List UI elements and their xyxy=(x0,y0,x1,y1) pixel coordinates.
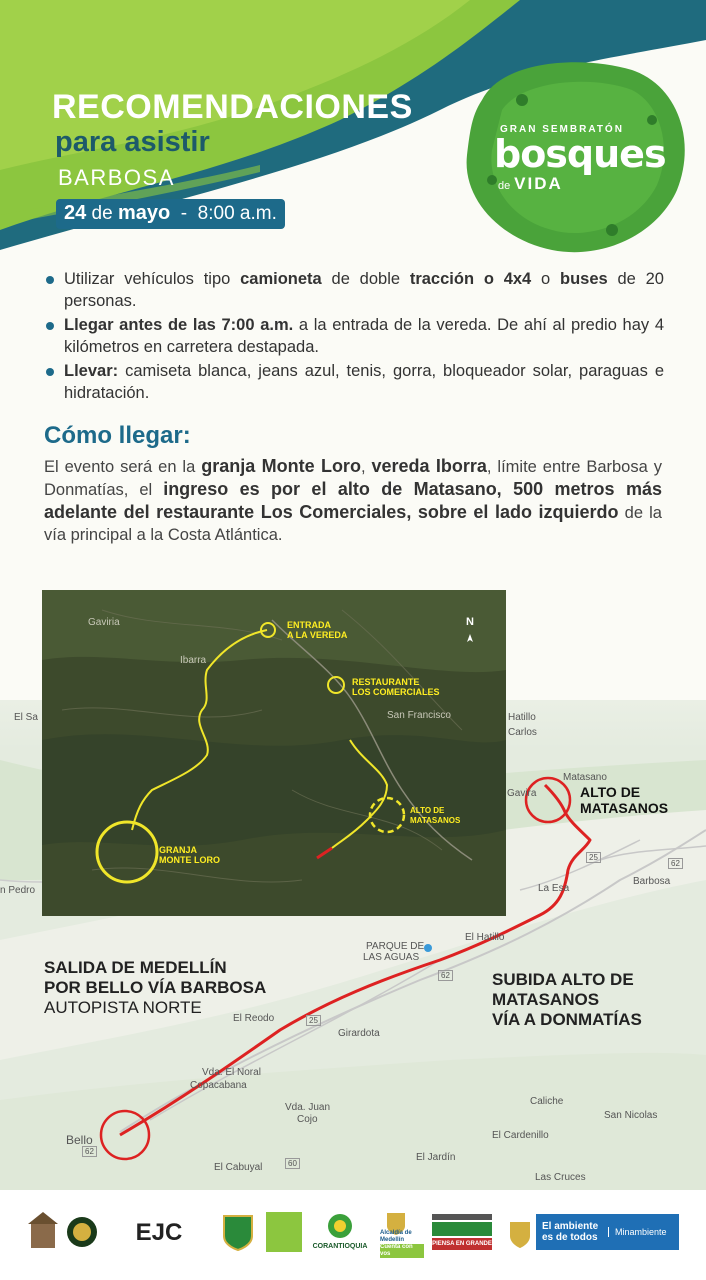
place-label: Matasano xyxy=(563,772,607,783)
logo-main-text: bosques xyxy=(494,132,666,176)
como-llegar-text: El evento será en la granja Monte Loro, vereda Iborra, límite entre Barbosa y Donmatías, el ingreso es por el alto de Matasano, 500 metros más adelante del restaurante Los Comerciales, sobre el lado izquierdo de la vía principal a la Costa Atlántica. xyxy=(44,456,662,544)
place-label: Hatillo xyxy=(508,712,536,723)
area-metropolitana-logo xyxy=(266,1212,302,1252)
entrada-vereda-label: ENTRADA A LA VEREDA xyxy=(287,620,348,640)
road-number: 62 xyxy=(438,970,453,981)
ejc-logo: EJC xyxy=(135,1219,183,1246)
place-label: El Jardín xyxy=(416,1152,456,1163)
policia-logo xyxy=(66,1214,98,1250)
piensa-en-grande: PIENSA EN GRANDE xyxy=(432,1238,492,1250)
subida-alto-label: SUBIDA ALTO DE MATASANOS VÍA A DONMATÍAS xyxy=(492,970,642,1029)
logo-de: de xyxy=(498,180,511,192)
recommendation-item: Utilizar vehículos tipo camioneta de doble tracción o 4x4 o buses de 20 personas. xyxy=(44,268,664,312)
recommendation-item: Llevar: camiseta blanca, jeans azul, tenis, gorra, bloqueador solar, paraguas e hidratación. xyxy=(44,360,664,404)
place-label: Copacabana xyxy=(190,1080,247,1091)
minambiente-logo: El ambiente es de todos Minambiente xyxy=(536,1214,679,1250)
place-label: PARQUE DE xyxy=(366,941,425,952)
corantioquia-icon xyxy=(320,1212,360,1240)
colombia-shield-icon xyxy=(508,1214,532,1250)
place-label: El Reodo xyxy=(233,1013,275,1024)
place-label: Girardota xyxy=(338,1028,380,1039)
como-llegar-title: Cómo llegar: xyxy=(44,422,191,449)
road-number: 25 xyxy=(586,852,601,863)
recommendation-item: Llegar antes de las 7:00 a.m. a la entrada de la vereda. De ahí al predio hay 4 kilómetros en carretera destapada. xyxy=(44,314,664,358)
place-name: BARBOSA xyxy=(58,165,175,190)
road-number: 62 xyxy=(668,858,683,869)
corporation-logo xyxy=(28,1212,58,1252)
date-de: de xyxy=(91,203,113,224)
alto-matasanos-label: ALTO DE MATASANOS xyxy=(580,784,669,816)
inset-alto-label: ALTO DE MATASANOS xyxy=(410,806,461,825)
medellin-text: Alcaldía de Medellín Cuenta con vos xyxy=(380,1236,424,1252)
place-label: El Hatillo xyxy=(465,932,505,943)
place-label: Barbosa xyxy=(633,876,671,887)
inset-place-label: San Francisco xyxy=(387,710,451,721)
place-label: Cojo xyxy=(297,1114,318,1125)
granja-label: GRANJA MONTE LORO xyxy=(159,845,220,865)
recommendations-list xyxy=(44,268,664,406)
restaurante-label: RESTAURANTE LOS COMERCIALES xyxy=(352,677,440,697)
place-label: LAS AGUAS xyxy=(363,952,420,963)
logo-top-text: GRAN SEMBRATÓN xyxy=(500,124,624,135)
logo-bottom-text xyxy=(498,174,563,194)
place-label: La Esa xyxy=(538,883,570,894)
salida-medellin-label: SALIDA DE MEDELLÍN POR BELLO VÍA BARBOSA AUTOPISTA NORTE xyxy=(44,958,267,1017)
road-number: 60 xyxy=(285,1158,300,1169)
logo-vida: VIDA xyxy=(514,174,563,193)
corantioquia-text: CORANTIOQUIA xyxy=(312,1242,368,1250)
place-label: n Pedro xyxy=(0,885,36,896)
inset-place-label: Gaviria xyxy=(88,617,120,628)
page-subtitle: para asistir xyxy=(55,126,210,158)
date-month: mayo xyxy=(117,202,171,224)
place-label: Carlos xyxy=(508,727,537,738)
place-label: Caliche xyxy=(530,1096,564,1107)
place-label: El Cabuyal xyxy=(214,1162,263,1173)
road-number: 62 xyxy=(82,1146,97,1157)
inset-place-label: Ibarra xyxy=(180,655,207,666)
place-label: Vda. Juan xyxy=(285,1102,331,1113)
date-badge xyxy=(56,199,285,229)
satellite-inset-map xyxy=(42,590,506,916)
gobernacion-logo xyxy=(432,1214,492,1236)
place-label: Gavira xyxy=(507,788,537,799)
road-number: 25 xyxy=(306,1015,321,1026)
place-label: Vda. El Noral xyxy=(202,1067,261,1078)
place-label: El Sa xyxy=(14,712,38,723)
barbosa-logo xyxy=(222,1212,254,1252)
page-title: RECOMENDACIONES xyxy=(52,88,413,126)
place-label: El Cardenillo xyxy=(492,1130,549,1141)
date-separator: - xyxy=(180,203,188,224)
north-indicator: N xyxy=(466,616,474,628)
date-time: 8:00 a.m. xyxy=(197,203,277,224)
place-label: Las Cruces xyxy=(535,1172,586,1183)
place-label: Bello xyxy=(66,1133,93,1147)
place-label: San Nicolas xyxy=(604,1110,658,1121)
date-day: 24 xyxy=(64,202,87,224)
